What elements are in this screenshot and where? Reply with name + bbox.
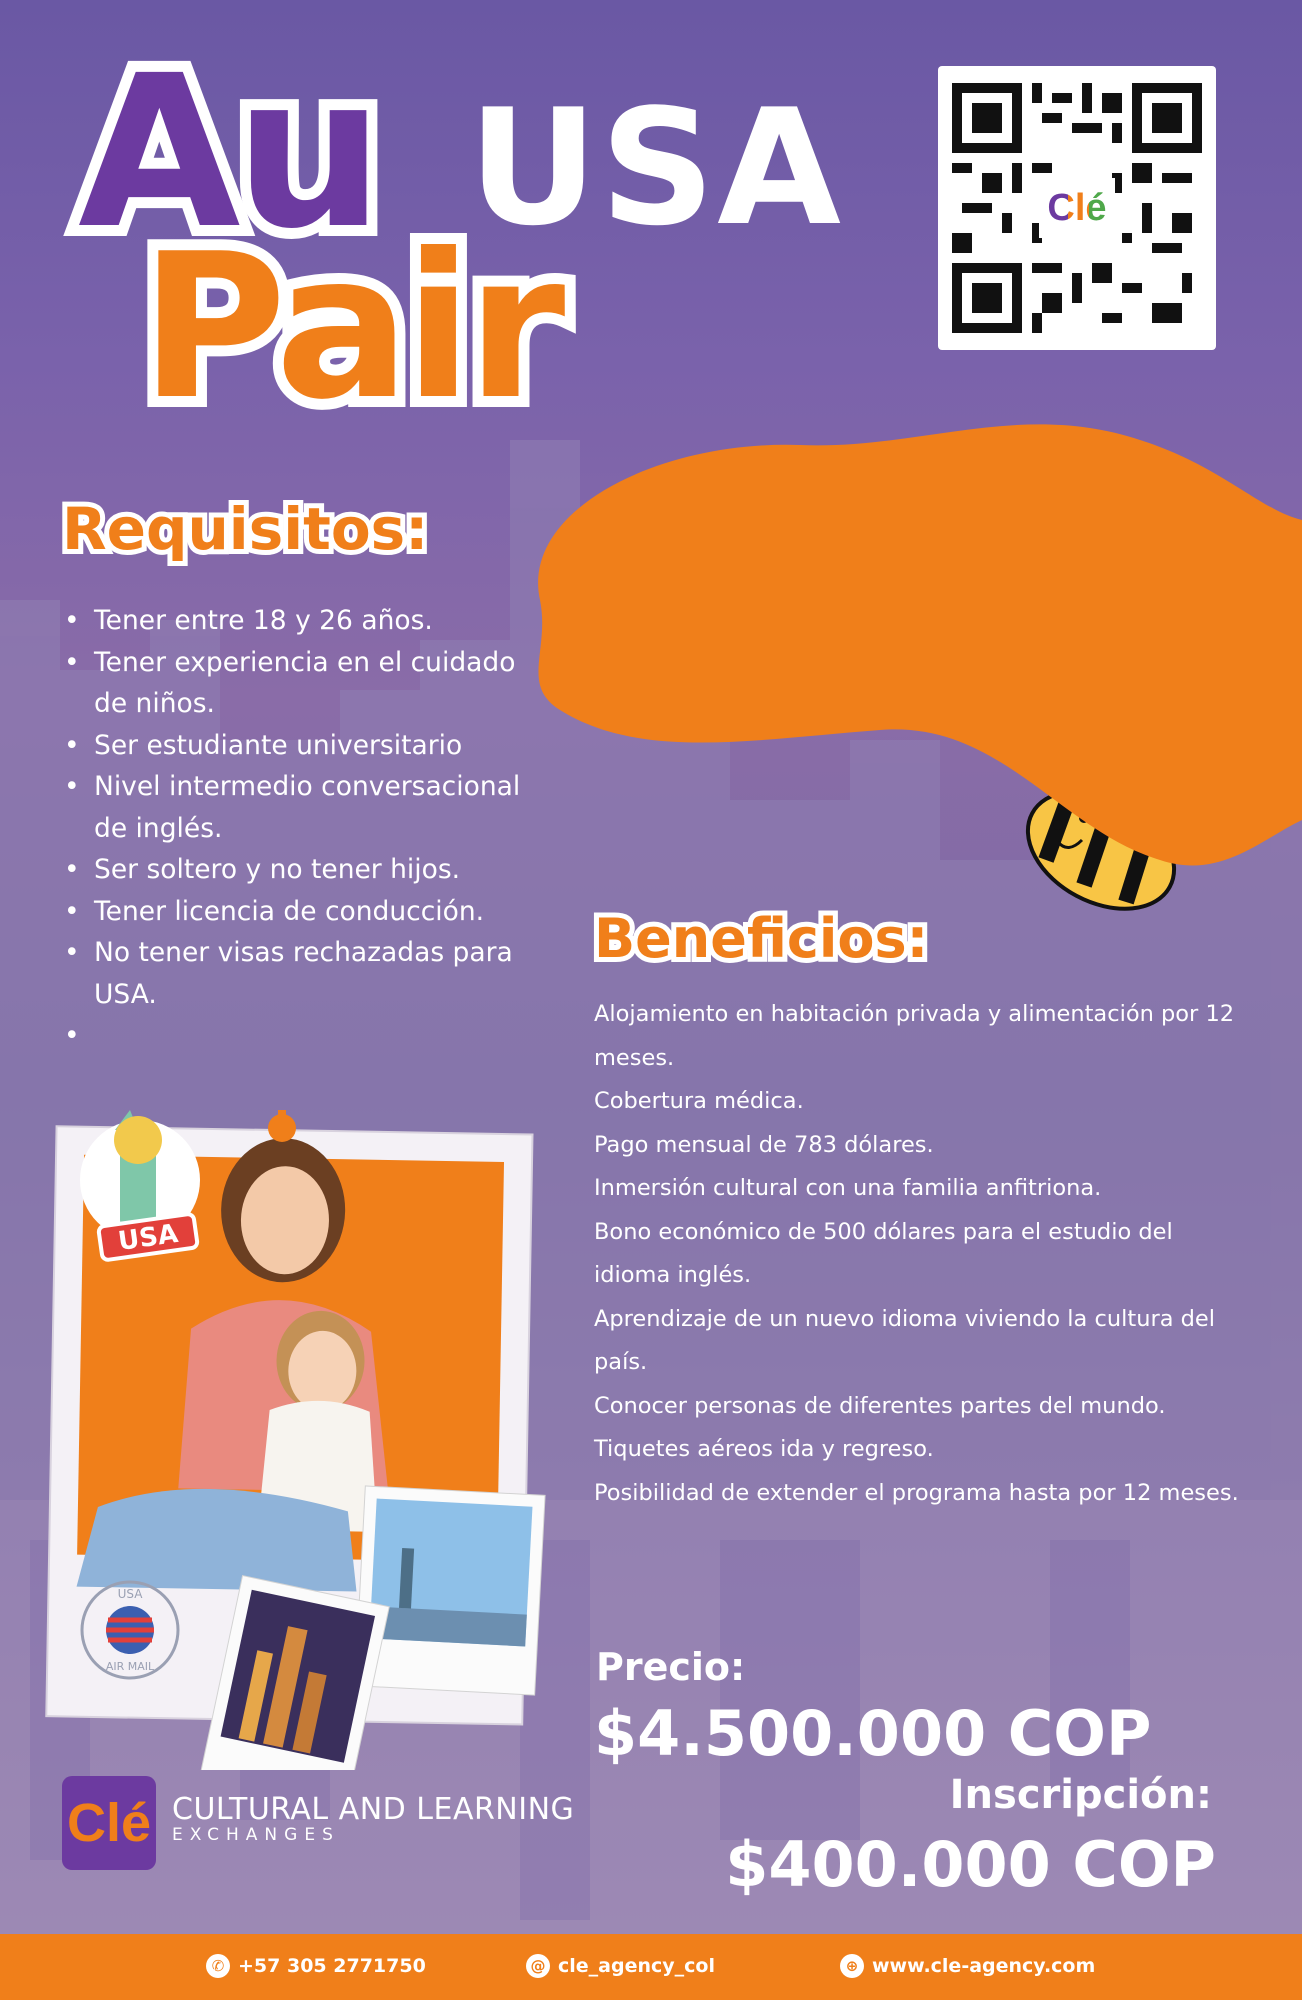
requirement-item: • No tener visas rechazadas para USA.: [60, 932, 530, 1015]
requirement-item: • Tener entre 18 y 26 años.: [60, 600, 530, 642]
benefit-item: Aprendizaje de un nuevo idioma viviendo la cultura del país.: [594, 1305, 1216, 1375]
whatsapp-icon: ✆: [206, 1954, 230, 1978]
phone-text: +57 305 2771750: [238, 1955, 426, 1977]
cle-logo-text: Clé: [66, 1793, 152, 1853]
contact-footer: [0, 1934, 1302, 2000]
benefit-item: Bono económico de 500 dólares para el estudio del idioma inglés.: [594, 1218, 1173, 1288]
footer-website[interactable]: [840, 1954, 1095, 1978]
benefit-item: Posibilidad de extender el programa hasta por 12 meses.: [594, 1479, 1239, 1506]
at-sign-icon: @: [526, 1954, 550, 1978]
footer-instagram[interactable]: [526, 1954, 715, 1978]
benefits-list: [594, 993, 1254, 1515]
stamp-top-text: USA: [117, 1587, 143, 1601]
requirement-item: • Ser soltero y no tener hijos.: [60, 849, 530, 891]
globe-icon: ⊕: [840, 1954, 864, 1978]
registration-label: Inscripción:: [949, 1772, 1212, 1818]
benefit-item: Cobertura médica.: [594, 1088, 804, 1114]
requirements-list: [60, 600, 530, 1057]
price-label: Precio:: [596, 1645, 746, 1689]
brand-name: CULTURAL AND LEARNING: [172, 1792, 575, 1827]
intro-blob-shape: [500, 420, 1302, 900]
title-usa: USA: [468, 74, 843, 261]
requirement-item: • Ser estudiante universitario: [60, 725, 530, 767]
benefit-item: Tiquetes aéreos ida y regreso.: [594, 1436, 934, 1462]
requirement-item: • Tener licencia de conducción.: [60, 891, 530, 933]
requirement-item-empty: [60, 1015, 530, 1057]
statue-photo: [355, 1486, 545, 1695]
benefit-item: Pago mensual de 783 dólares.: [594, 1131, 934, 1158]
brand-subtitle: EXCHANGES: [172, 1825, 340, 1845]
website-text: www.cle-agency.com: [872, 1955, 1096, 1977]
qr-code[interactable]: [938, 66, 1216, 350]
requirement-item: • Tener experiencia en el cuidado de niños.: [60, 642, 530, 725]
instagram-text: cle_agency_col: [558, 1955, 715, 1977]
footer-phone[interactable]: [206, 1954, 426, 1978]
requirements-heading: Requisitos:: [62, 495, 429, 563]
price-value: $4.500.000 COP: [594, 1697, 1152, 1770]
requirement-item: • Nivel intermedio conversacional de inglés.: [60, 766, 530, 849]
qr-cle-logo: [1039, 178, 1115, 238]
cle-logo: [62, 1776, 156, 1870]
usa-sticker-text: USA: [116, 1218, 180, 1258]
benefit-item: Inmersión cultural con una familia anfitriona.: [594, 1175, 1102, 1201]
photo-collage: [20, 1070, 560, 1770]
benefit-item: Conocer personas de diferentes partes del mundo.: [594, 1392, 1166, 1419]
benefits-heading: Beneficios:: [594, 907, 929, 970]
title-pair: Pair: [140, 211, 560, 444]
registration-value: $400.000 COP: [725, 1828, 1216, 1901]
stamp-bottom-text: AIR MAIL: [105, 1660, 155, 1673]
benefit-item: Alojamiento en habitación privada y alimentación por 12 meses.: [594, 1001, 1235, 1071]
qr-logo-text: Clé: [1047, 186, 1107, 229]
title-au: Au: [78, 30, 379, 275]
